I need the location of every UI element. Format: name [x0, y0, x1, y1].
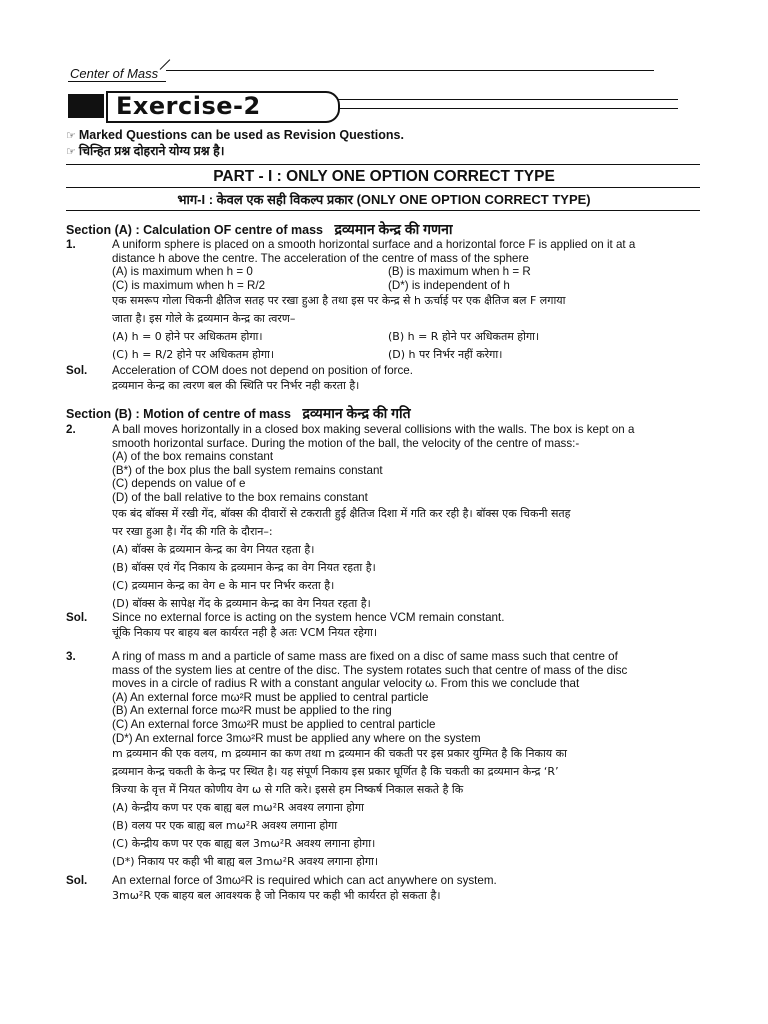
question-text: A uniform sphere is placed on a smooth horizontal surface and a horizontal force F is applied on it at a [112, 238, 636, 251]
section-a-heading [66, 220, 453, 239]
section-a-title: Section (A) : Calculation OF centre of mass [66, 223, 323, 237]
question-3 [66, 650, 706, 871]
question-text-hi: जाता है। इस गोले के द्रव्यमान केन्द्र का त्वरण– [112, 312, 296, 326]
part-title: PART - I : ONLY ONE OPTION CORRECT TYPE [213, 168, 555, 185]
question-2 [66, 423, 706, 613]
solution-text: An external force of 3mω²R is required which can act anywhere on system. [112, 874, 497, 887]
option-b: (B*) of the box plus the ball system remains constant [112, 463, 383, 477]
option-d-hi: (D) बॉक्स के सापेक्ष गेंद के द्रव्यमान केन्द्र का वेग नियत रहता है। [112, 596, 371, 610]
option-b-hi: (B) h = R होने पर अधिकतम होगा। [388, 330, 540, 344]
solution-label: Sol. [66, 874, 88, 887]
pointing-hand-icon: ☞ [66, 146, 76, 158]
question-text-hi: पर रखा हुआ है। गेंद की गति के दौरान–: [112, 524, 273, 538]
question-number: 3. [66, 650, 76, 663]
revision-note [66, 128, 404, 160]
section-b-title-hi: द्रव्यमान केन्द्र की गति [302, 405, 411, 421]
solution-text: Acceleration of COM does not depend on position of force. [112, 364, 413, 377]
part-rule-top [66, 164, 700, 165]
running-title: Center of Mass [70, 66, 159, 81]
question-text: A ring of mass m and a particle of same mass are fixed on a disc of same mass such that centre of [112, 650, 618, 663]
question-text-hi: m द्रव्यमान की एक वलय, m द्रव्यमान का कण तथा m द्रव्यमान की चकती पर इस प्रकार युग्मित है कि निकाय का [112, 747, 567, 761]
note-hi: चिन्हित प्रश्न दोहराने योग्य प्रश्न है। [78, 144, 225, 158]
option-a: (A) is maximum when h = 0 [112, 265, 253, 279]
option-a: (A) of the box remains constant [112, 450, 274, 464]
section-b-heading [66, 404, 411, 423]
header-rule-slant [160, 59, 171, 70]
option-a-hi: (A) बॉक्स के द्रव्यमान केन्द्र का वेग नियत रहता है। [112, 542, 315, 556]
part-rule-mid [66, 187, 700, 188]
part-subtitle: भाग-I : केवल एक सही विकल्प प्रकार (ONLY ONE OPTION CORRECT TYPE) [177, 192, 591, 207]
question-text-hi: एक समरूप गोला चिकनी क्षैतिज सतह पर रखा हुआ है तथा इस पर केन्द्र से h ऊर्चाई पर एक क्षैतिज बल F लगाया [112, 294, 566, 308]
option-c-hi: (C) केन्द्रीय कण पर एक बाह्य बल 3mω²R अवश्य लगाना होगा। [112, 837, 376, 851]
pointing-hand-icon: ☞ [66, 130, 76, 142]
banner-rule-bottom [338, 108, 678, 109]
banner-block [68, 94, 104, 118]
option-d: (D*) is independent of h [388, 278, 510, 292]
option-c: (C) is maximum when h = R/2 [112, 278, 266, 292]
question-text: mass of the system lies at centre of the disc. The system rotates such that centre of mass of the disc [112, 663, 628, 677]
question-text-hi: एक बंद बॉक्स में रखी गेंद, बॉक्स की दीवारों से टकराती हुई क्षैतिज दिशा में गति कर रही है। बॉक्स एक चिकनी सतह [112, 506, 571, 520]
question-number: 2. [66, 423, 76, 436]
question-1 [66, 238, 706, 364]
option-c: (C) An external force 3mω²R must be applied to central particle [112, 717, 436, 731]
question-text-hi: त्रिज्या के वृत्त में नियत कोणीय वेग ω से गति करे। इससे हम निष्कर्ष निकाल सकते है कि [112, 783, 464, 797]
solution-2 [66, 611, 706, 640]
header-rule-long [166, 70, 654, 71]
option-c: (C) depends on value of e [112, 477, 246, 491]
part-rule-bottom [66, 210, 700, 211]
option-c-hi: (C) h = R/2 होने पर अधिकतम होगा। [112, 348, 275, 362]
note-en: Marked Questions can be used as Revision Questions. [78, 128, 404, 142]
section-b-title: Section (B) : Motion of centre of mass [66, 407, 292, 421]
section-a-title-hi: द्रव्यमान केन्द्र की गणना [334, 221, 453, 237]
solution-label: Sol. [66, 364, 88, 377]
question-text: distance h above the centre. The acceleration of the centre of mass of the sphere [112, 251, 529, 265]
option-b: (B) is maximum when h = R [388, 265, 531, 279]
option-b-hi: (B) वलय पर एक बाह्य बल mω²R अवश्य लगाना होगा [112, 819, 338, 833]
question-text: moves in a circle of radius R with a constant angular velocity ω. From this we conclude that [112, 677, 580, 691]
option-b: (B) An external force mω²R must be applied to the ring [112, 704, 392, 718]
solution-text-hi: चूंकि निकाय पर बाहय बल कार्यरत नही है अतः VCM नियत रहेगा। [112, 626, 378, 639]
option-d-hi: (D*) निकाय पर कही भी बाह्य बल 3mω²R अवश्य लगाना होगा। [112, 855, 379, 869]
banner-rule-top [338, 99, 678, 100]
option-a: (A) An external force mω²R must be applied to central particle [112, 690, 429, 704]
solution-text-hi: द्रव्यमान केन्द्र का त्वरण बल की स्थिति पर निर्भर नही करता है। [112, 379, 360, 392]
question-text: A ball moves horizontally in a closed box making several collisions with the walls. The box is kept on a [112, 423, 635, 436]
solution-text-hi: 3mω²R एक बाहय बल आवश्यक है जो निकाय पर कही भी कार्यरत हो सकता है। [112, 889, 441, 902]
solution-text: Since no external force is acting on the system hence VCM remain constant. [112, 611, 505, 624]
exercise-title: Exercise-2 [116, 92, 261, 120]
option-d-hi: (D) h पर निर्भर नहीं करेगा। [388, 348, 503, 362]
solution-label: Sol. [66, 611, 88, 624]
option-b-hi: (B) बॉक्स एवं गेंद निकाय के द्रव्यमान केन्द्र का वेग नियत रहता है। [112, 560, 376, 574]
question-text-hi: द्रव्यमान केन्द्र चकती के केन्द्र पर स्थित है। यह संपूर्ण निकाय इस प्रकार घूर्णित है कि चकती का द्रव्यमान केन्द्र ‘R’ [112, 765, 559, 779]
question-number: 1. [66, 238, 76, 251]
solution-1 [66, 364, 706, 393]
option-d: (D) of the ball relative to the box remains constant [112, 490, 368, 504]
exercise-banner [68, 91, 678, 121]
question-text: smooth horizontal surface. During the motion of the ball, the velocity of the centre of mass:- [112, 436, 580, 450]
option-a-hi: (A) h = 0 होने पर अधिकतम होगा। [112, 330, 263, 344]
option-d: (D*) An external force 3mω²R must be applied any where on the system [112, 731, 481, 745]
solution-3 [66, 874, 706, 903]
header-rule [68, 81, 166, 82]
option-a-hi: (A) केन्द्रीय कण पर एक बाह्य बल mω²R अवश्य लगाना होगा [112, 801, 364, 815]
option-c-hi: (C) द्रव्यमान केन्द्र का वेग e के मान पर निर्भर करता है। [112, 578, 335, 592]
